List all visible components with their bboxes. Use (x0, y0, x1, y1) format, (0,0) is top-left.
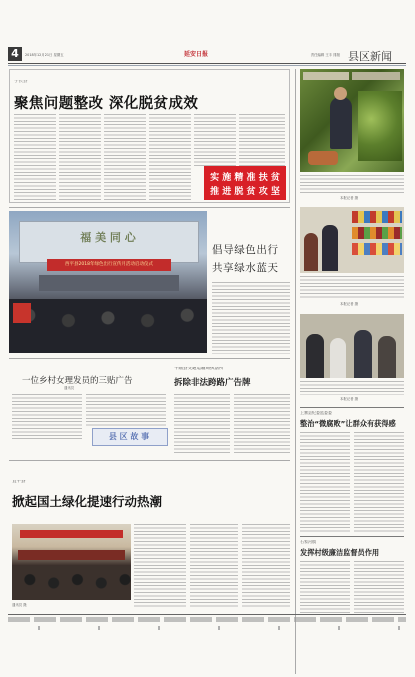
right-story-2-kicker: 石家河镇 (300, 540, 316, 544)
right-story-2-col-2 (354, 561, 404, 613)
slogan-line-2: 推 进 脱 贫 攻 坚 (210, 187, 280, 197)
greenhouse-photo (300, 69, 404, 172)
ceremony-photo (9, 211, 207, 353)
greenhouse-caption (300, 175, 404, 195)
red-flag (13, 303, 31, 323)
farmer-head (334, 87, 347, 100)
fair-headline-1: 倡导绿色出行 (212, 244, 279, 256)
left-mid-col-2 (86, 394, 166, 426)
shelf-1 (352, 211, 402, 223)
footer-strip (8, 617, 406, 622)
left-mid-byline: 通讯员 (64, 386, 75, 390)
left-mid-headline: 一位乡村女理发员的三贴广告 (22, 376, 133, 386)
bottom-rule (9, 460, 290, 461)
section-title: 县区新闻 (348, 50, 392, 63)
bottom-headline: 掀起国土绿化提速行动热潮 (12, 494, 163, 509)
shopper-2 (304, 233, 318, 271)
fair-headline-2: 共享绿水蓝天 (212, 262, 279, 274)
top-story-text-col-3 (104, 114, 146, 200)
ceremony-banner-2: 西平县2018年绿色出行宣传月活动启动仪式 (65, 262, 153, 267)
top-story-text-col-5 (194, 114, 236, 166)
farmer-figure (330, 97, 352, 149)
right-story-2-col-1 (300, 561, 350, 613)
conference-credit: 通讯员 摄 (12, 603, 27, 607)
visit-photo (300, 314, 404, 378)
right-story-2-headline: 发挥村级廉洁监督员作用 (300, 548, 380, 557)
bottom-col-3 (242, 524, 290, 608)
shelf-2 (352, 227, 402, 239)
right-story-1-headline: 整治“微腐败”让群众有获得感 (300, 419, 396, 428)
greenhouse-credit: 本报记者 摄 (340, 196, 359, 200)
fair-text (212, 282, 290, 354)
top-story-text-col-6 (239, 114, 285, 166)
slogan-line-1: 实 施 精 准 扶 贫 (210, 173, 280, 183)
conference-banner (20, 530, 123, 538)
top-story-text-col-4 (149, 114, 191, 200)
bottom-kicker: 宜平县 (12, 480, 26, 484)
photo-sign-2 (352, 72, 400, 80)
left-mid-col-1 (12, 394, 82, 440)
bottom-col-2 (190, 524, 238, 608)
right-story-1-col-2 (354, 432, 404, 532)
mid-rule (9, 358, 290, 359)
center-mid-col-2 (234, 394, 290, 454)
supermarket-credit: 本报记者 摄 (340, 302, 359, 306)
date-line: 2018年12月21日 星期五 (25, 53, 64, 57)
visit-caption (300, 381, 404, 395)
center-mid-headline: 拆除非法跨路广告牌 (174, 378, 251, 388)
fruit (308, 151, 338, 165)
visit-person-4 (378, 336, 396, 378)
header-rule-blue (8, 65, 406, 66)
conference-table (18, 550, 125, 560)
top-story-text-col-2 (59, 114, 101, 200)
photo-sign (303, 72, 349, 80)
right-story-rule (300, 407, 404, 408)
bottom-col-1 (134, 524, 186, 608)
conference-audience (12, 566, 131, 600)
plants (358, 91, 402, 161)
right-story-rule-2 (300, 536, 404, 537)
shopper-1 (322, 225, 338, 271)
supermarket-photo (300, 207, 404, 273)
center-mid-col-1 (174, 394, 230, 454)
top-story-headline: 聚焦问题整改 深化脱贫成效 (14, 95, 199, 112)
ceremony-banner-1: 福 美 同 心 (80, 231, 136, 244)
masthead: 延安日报 (184, 51, 209, 58)
right-story-1-kicker: 上寨县纪委监委委 (300, 411, 332, 415)
conference-photo (12, 524, 131, 600)
column-logo: 县 区 故 事 (108, 432, 150, 441)
supermarket-caption (300, 276, 404, 300)
center-mid-kicker: 平陆县交通运输局执法所 (174, 367, 224, 371)
editor-line: 责任编辑 王丰 排版 (310, 53, 340, 57)
right-story-1-col-1 (300, 432, 350, 532)
stage (39, 275, 179, 291)
page-number: 4 (8, 47, 22, 61)
visit-person-2 (330, 338, 346, 378)
top-story-kicker: 子长县 (14, 80, 28, 84)
crowd (9, 299, 207, 353)
visit-credit: 本报记者 摄 (340, 397, 359, 401)
footer-ornament (8, 626, 406, 630)
visit-person-3 (354, 330, 372, 378)
shelf-3 (352, 243, 402, 255)
top-story-text-col-1 (14, 114, 56, 200)
footer-rule (8, 614, 406, 615)
right-column-rule (295, 69, 296, 674)
visit-person-1 (306, 334, 324, 378)
fair-top-rule (9, 207, 290, 208)
